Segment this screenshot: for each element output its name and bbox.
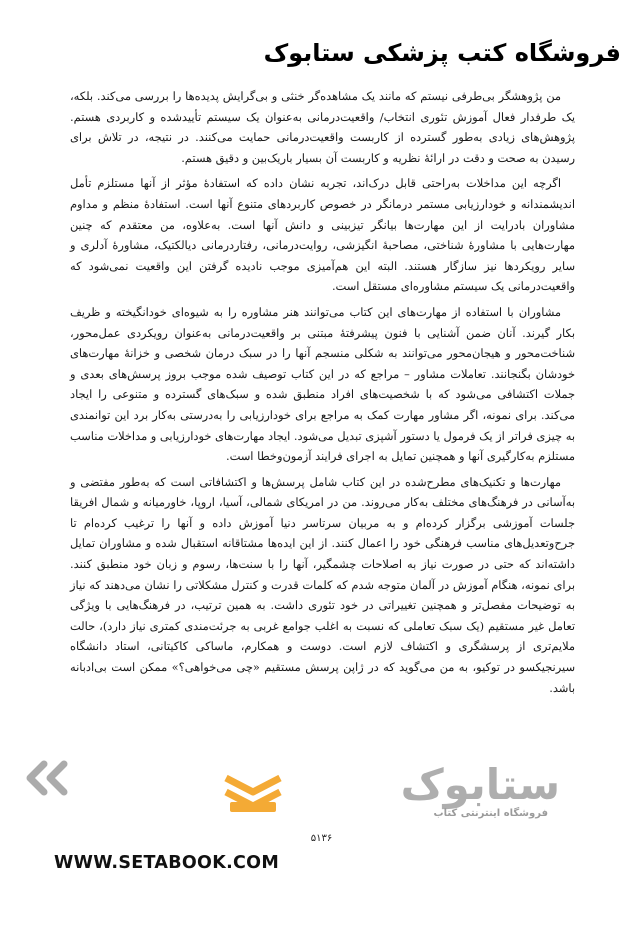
book-stack-icon: [220, 764, 286, 820]
paragraph: مهارت‌ها و تکنیک‌های مطرح‌شده در این کتاب شامل پرسش‌ها و اکتشافاتی است که به‌طور مفتضی و به‌آسانی در فرهنگ‌های مختلف به‌کار می‌روند. من در امریکای شمالی، آسیا، اروپا، خاورمیانه و شمال افریقا جلسات آموزشی برگزار کرده‌ام و به مربیان سرتاسر دنیا آموزش داده و آنها را ترغیب کرده‌ام تا جرح‌وتعدیل‌های مناسب فرهنگی خود را اعمال کنند. از این ایده‌ها مشتاقانه استقبال شده و مشاوران تمایل داشته‌اند که حتی در صورت نیاز به اصلاحات چشمگیر، آنها را با سنت‌ها، رسوم و زبان خود منطبق کنند. برای نمونه، هنگام آموزش در آلمان متوجه شدم که کلمات قدرت و کنترل مشکلاتی را نشان می‌دهند که نیاز به توضیحات مفصل‌تر و همچنین تغییراتی در خود تئوری داشت. به همین ترتیب، در فرهنگ‌هایی با ویژگی تعامل غیر مستقیم (یک سبک تعاملی که نسبت به اغلب جوامع غربی به جرئت‌مندی کمتری نیاز دارد)، حالت ملایم‌تری از پرسشگری و اکتشاف لازم است. دوست و همکارم، ماساکی کاکیتانی، استاد دانشگاه سیرنجیکسو در توکیو، به من می‌گوید که در ژاپن پرسش مستقیم «چی می‌خواهی؟» ممکن است بی‌ادبانه باشد.: [70, 474, 575, 695]
paragraph: اگرچه این مداخلات به‌راحتی قابل درک‌اند، تجربه نشان داده که استفادهٔ مؤثر از آنها مستلزم تأمل اندیشمندانه و خودارزیابی مستمر درمانگر در خصوص کاربردهای متنوع آنها است. استفادهٔ منظم و مداوم مشاوران بادرایت از این مهارت‌ها بیانگر تیزبینی و دانش آنها است. به‌علاوه، من معتقدم که چنین مهارت‌هایی با مشاورهٔ شناختی، مصاحبهٔ انگیزشی، روایت‌درمانی، رفتاردرمانی دیالکتیک، مشاورهٔ آدلری و سایر رویکردها نیز سازگار هستند. البته این هم‌آمیزی موجب نادیده گرفتن این واقعیت نمی‌شود که واقعیت‌درمانی یک سیستم مشاوره‌ای مستقل است.: [70, 176, 575, 294]
body-text: [70, 86, 575, 703]
setabook-watermark: [10, 758, 620, 824]
footer-url: WWW.SETABOOK.COM: [54, 853, 280, 873]
page-title: فروشگاه کتب پزشکی ستابوک: [263, 39, 621, 67]
page-number: ۵۱۳۶: [310, 833, 333, 844]
paragraph: مشاوران با استفاده از مهارت‌های این کتاب می‌توانند هنر مشاوره را به شیوه‌ای خودانگیخته و ظریف بکار گیرند. آنان ضمن آشنایی با فنون پیشرفتهٔ مبتنی بر واقعیت‌درمانی به‌عنوان رویکردی عمل‌محور، شناخت‌محور و هیجان‌محور می‌توانند به شکلی منسجم آنها را در سبک درمان شخصی و خزانهٔ مهارت‌های خودشان بگنجانند. تعاملات مشاور – مراجع که در این کتاب توصیف شده موجب بروز پرسش‌های بعدی و جملات اکتشافی می‌شود که با شخصیت‌های افراد منطبق شده و سبک‌های گسترده و متنوعی را ایجاد می‌کند. برای نمونه، اگر مشاور مهارت کمک به مراجع برای خودارزیابی را به‌درستی به‌کار برد این توانمندی به چیزی فراتر از یک فرمول یا دستور آشپزی تبدیل می‌شود. ایجاد مهارت‌های خودارزیابی و مداخلات مناسب مستلزم به‌کارگیری آنها و همچنین تمایل به اجرای فرایند آزمون‌وخطا است.: [70, 304, 575, 464]
watermark-brand: ستابوک: [400, 760, 560, 809]
double-chevron-icon: [14, 758, 70, 798]
watermark-tagline: فروشگاه اینترنتی کتاب: [433, 808, 548, 819]
paragraph: من پژوهشگر بی‌طرفی نیستم که مانند یک مشاهده‌گر خنثی و بی‌گرایش پدیده‌ها را بررسی می‌کند. بلکه، یک طرفدار فعال آموزش تئوری انتخاب/ واقعیت‌درمانی به‌عنوان یک سیستم تأییدشده و کاربردی هستم. پژوهش‌های زیادی به‌طور گسترده از کاربست واقعیت‌درمانی حمایت می‌کنند. در نتیجه، در تلاش برای رسیدن به صحت و دقت در ارائهٔ نظریه و کاربست آن بسیار باریک‌بین و دقیق هستم.: [70, 89, 575, 165]
